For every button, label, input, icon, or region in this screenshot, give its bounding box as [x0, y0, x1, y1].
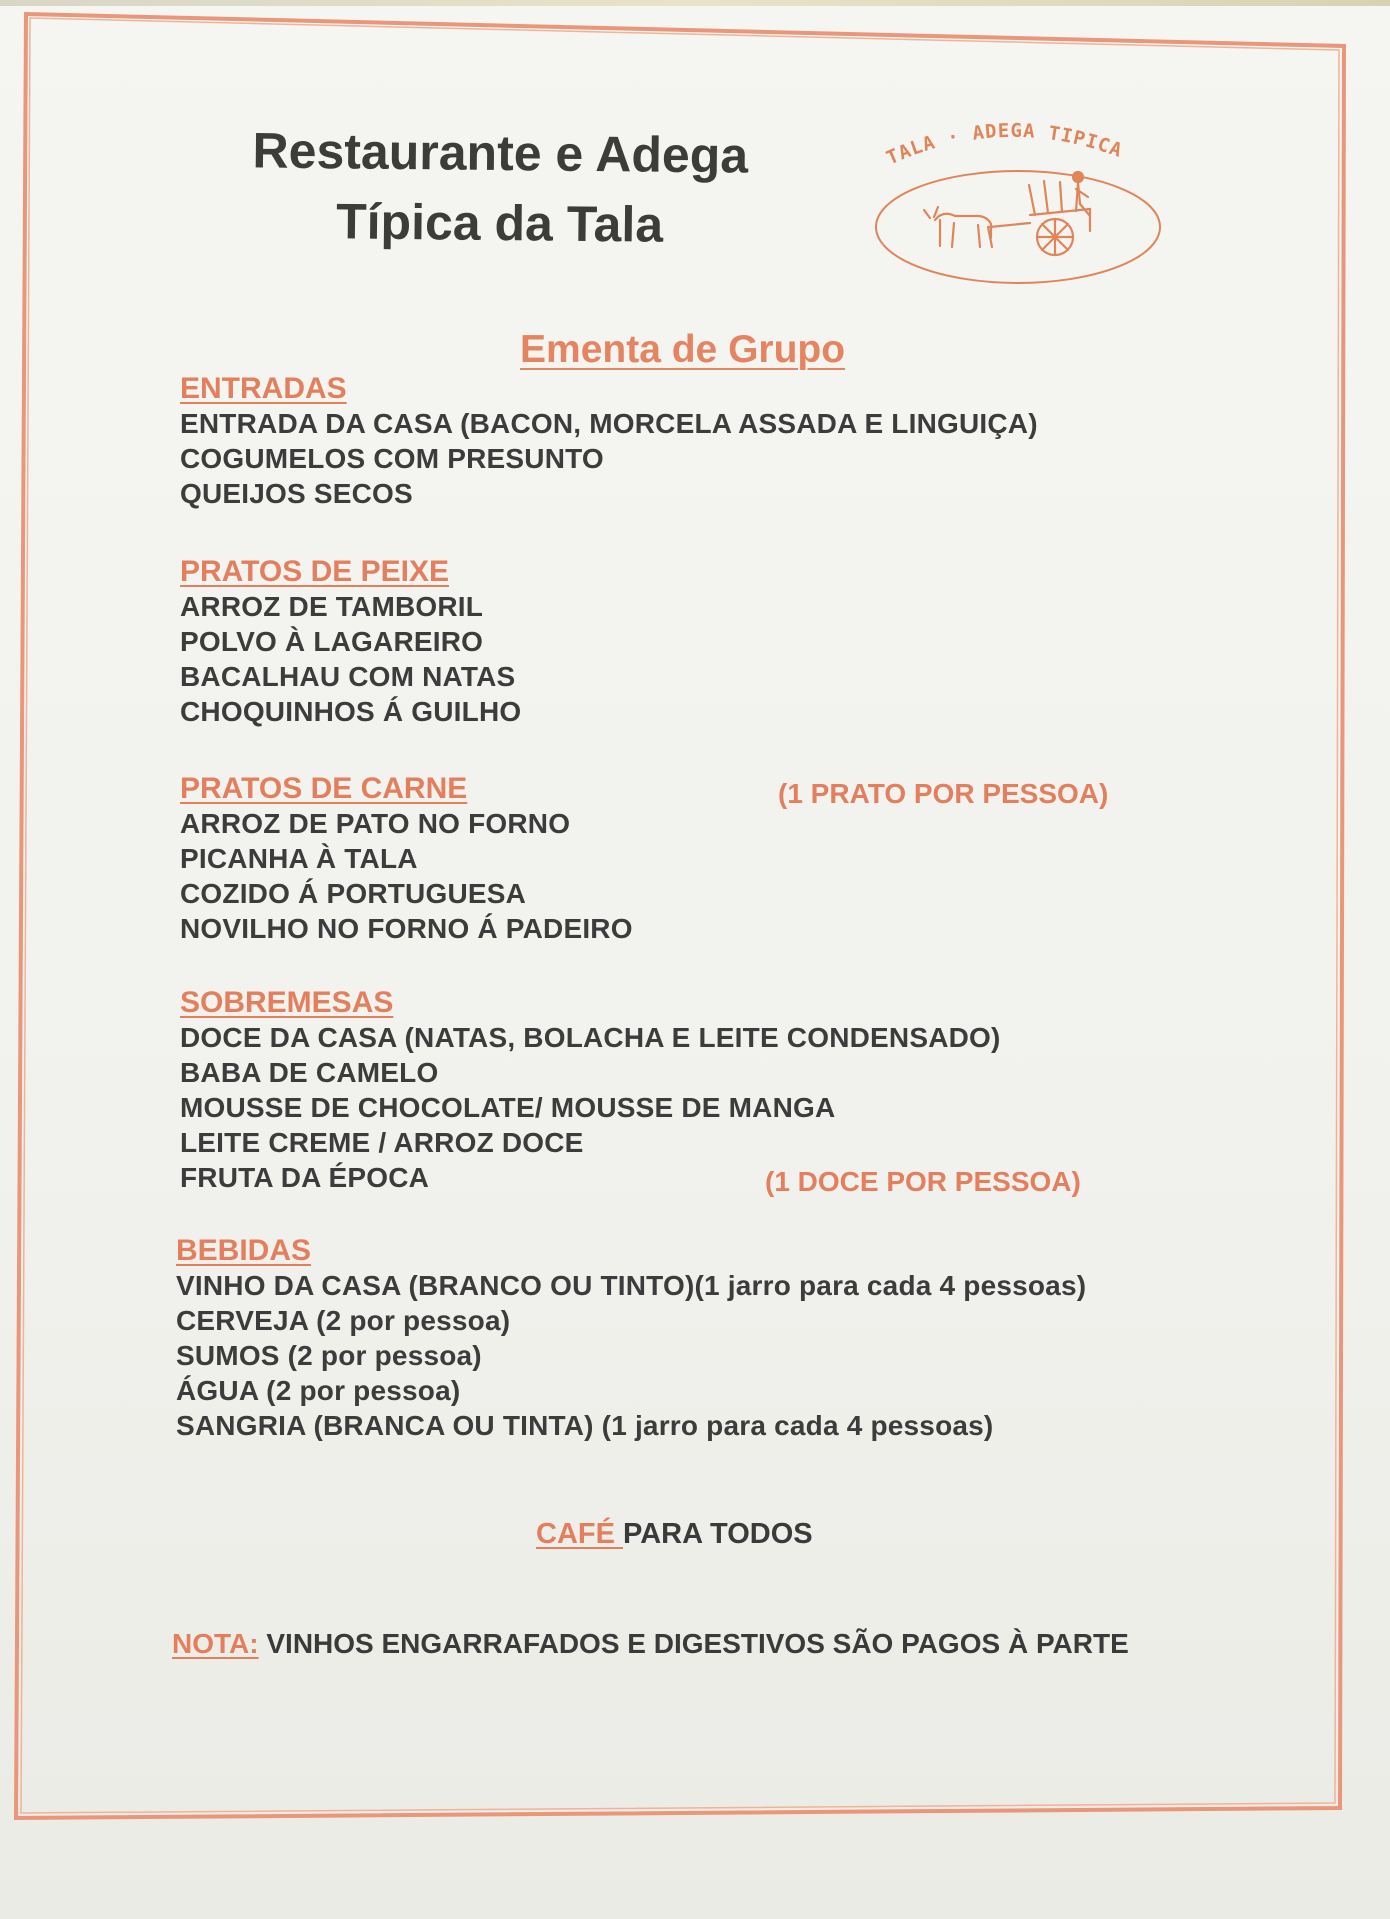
- menu-item: QUEIJOS SECOS: [180, 478, 413, 509]
- nota-line: [172, 1628, 1129, 1660]
- menu-item: ENTRADA DA CASA (BACON, MORCELA ASSADA E LINGUIÇA): [180, 408, 1038, 439]
- section-heading: PRATOS DE PEIXE: [180, 555, 449, 588]
- menu-item: FRUTA DA ÉPOCA: [180, 1162, 430, 1193]
- menu-item: ARROZ DE PATO NO FORNO: [180, 808, 571, 839]
- title-line-1: Restaurante e Adega: [252, 122, 749, 184]
- menu-item: MOUSSE DE CHOCOLATE/ MOUSSE DE MANGA: [180, 1092, 836, 1123]
- menu-item: CERVEJA (2 por pessoa): [176, 1305, 511, 1336]
- logo-text: TALA · ADEGA TIPICA: [883, 119, 1126, 170]
- top-edge: [0, 0, 1390, 6]
- section-heading: BEBIDAS: [176, 1234, 312, 1267]
- menu-item: SANGRIA (BRANCA OU TINTA) (1 jarro para cada 4 pessoas): [176, 1410, 994, 1441]
- ox-cart-icon: [924, 172, 1090, 255]
- section-sobremesas: [180, 986, 1200, 1195]
- menu-item: POLVO À LAGAREIRO: [180, 626, 484, 657]
- menu-item: PICANHA À TALA: [180, 843, 418, 874]
- section-heading: PRATOS DE CARNE: [180, 772, 468, 805]
- menu-item: DOCE DA CASA (NATAS, BOLACHA E LEITE CONDENSADO): [180, 1022, 1001, 1053]
- menu-item: COGUMELOS COM PRESUNTO: [180, 443, 604, 474]
- menu-item: LEITE CREME / ARROZ DOCE: [180, 1127, 584, 1158]
- menu-item: COZIDO Á PORTUGUESA: [180, 878, 527, 909]
- section-entradas: [180, 372, 1200, 511]
- menu-title: Ementa de Grupo: [520, 328, 846, 371]
- menu-item: BACALHAU COM NATAS: [180, 661, 516, 692]
- section-heading: SOBREMESAS: [180, 986, 394, 1019]
- cafe-line: [536, 1518, 813, 1551]
- menu-item: NOVILHO NO FORNO Á PADEIRO: [180, 913, 633, 944]
- restaurant-title: [209, 115, 790, 261]
- cafe-text: PARA TODOS: [623, 1518, 813, 1550]
- menu-item: SUMOS (2 por pessoa): [176, 1340, 482, 1371]
- portion-note-sobremesas: (1 DOCE POR PESSOA): [765, 1166, 1081, 1197]
- menu-item: ÁGUA (2 por pessoa): [176, 1375, 461, 1406]
- restaurant-logo: [870, 115, 1170, 290]
- menu-item: ARROZ DE TAMBORIL: [180, 591, 484, 622]
- section-heading: ENTRADAS: [180, 372, 347, 405]
- title-line-2: Típica da Tala: [335, 193, 664, 253]
- portion-note-carne: (1 PRATO POR PESSOA): [778, 778, 1109, 809]
- menu-item: CHOQUINHOS Á GUILHO: [180, 696, 522, 727]
- nota-label: NOTA:: [172, 1628, 259, 1659]
- cafe-label: CAFÉ: [536, 1518, 623, 1550]
- section-bebidas: [176, 1234, 1196, 1443]
- nota-text: VINHOS ENGARRAFADOS E DIGESTIVOS SÃO PAGOS À PARTE: [258, 1628, 1129, 1659]
- section-peixe: [180, 555, 1200, 729]
- menu-item: BABA DE CAMELO: [180, 1057, 439, 1088]
- menu-item: VINHO DA CASA (BRANCO OU TINTO)(1 jarro para cada 4 pessoas): [176, 1270, 1087, 1301]
